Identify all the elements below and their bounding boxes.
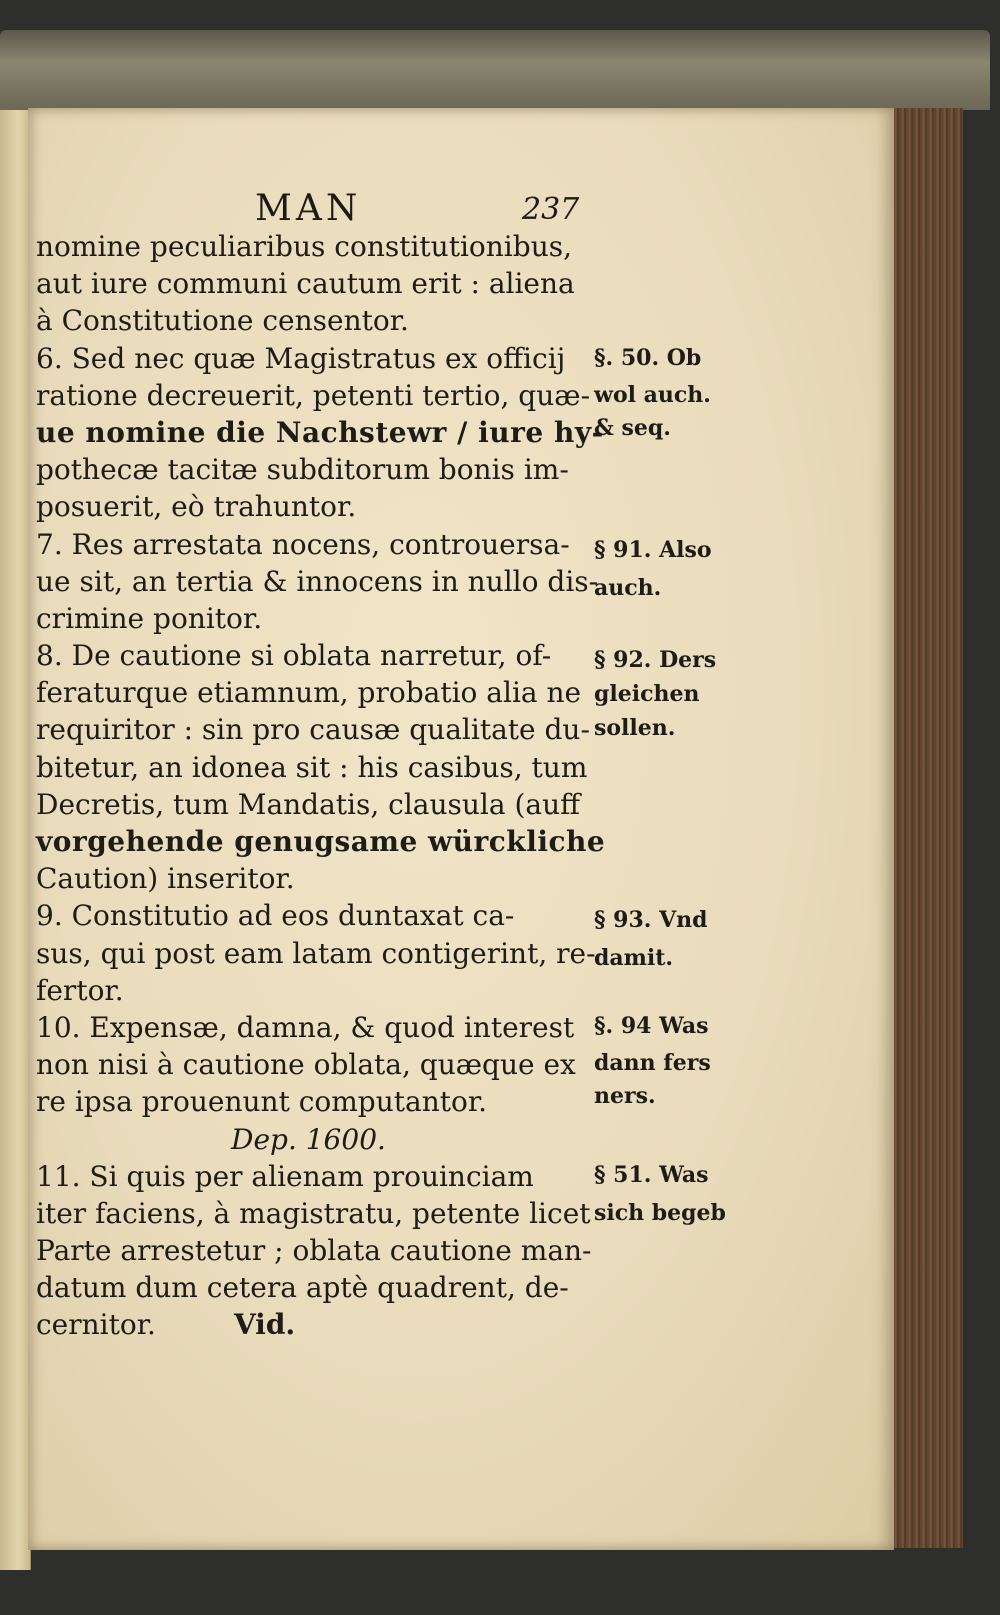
final-text: cernitor. [36,1308,156,1342]
text-line: nomine peculiaribus constitutionibus, [36,230,572,263]
margin-note: gleichen [594,681,700,707]
text-line: datum dum cetera aptè quadrent, de- [36,1271,569,1305]
text-line: 11. Si quis per alienam prouinciam [36,1159,534,1193]
text-line: iter faciens, à magistratu, petente licet [36,1196,591,1230]
running-head: MAN [255,188,362,229]
text-line: ratione decreuerit, petenti tertio, quæ- [36,378,591,412]
text-line: non nisi à cautione oblata, quæque ex [36,1048,576,1082]
book-spine-top [0,30,990,110]
text-line: Parte arrestetur ; oblata cautione man- [36,1234,592,1268]
margin-note: damit. [594,945,674,971]
text-line: re ipsa prouenunt computantor. [36,1085,488,1119]
text-line: feraturque etiamnum, probatio alia ne [36,676,582,710]
margin-note: ners. [594,1083,656,1109]
text-line: bitetur, an idonea sit : his casibus, tum [36,750,588,784]
margin-note: sich begeb [594,1200,726,1226]
margin-note: § 92. Ders [594,647,717,673]
text-line: aut iure communi cautum erit : aliena [36,267,575,301]
text-line: 7. Res arrestata nocens, controuersa- [36,527,570,561]
text-line: ue sit, an tertia & innocens in nullo dis- [36,564,599,598]
text-line: vorgehende genugsame würckliche [36,825,606,858]
text-line: pothecæ tacitæ subditorum bonis im- [36,453,569,487]
text-line: Decretis, tum Mandatis, clausula (auff [36,787,581,821]
margin-note: sollen. [594,715,676,741]
margin-note: §. 94 Was [594,1013,709,1039]
margin-note: & seq. [594,415,671,441]
margin-note: auch. [594,575,662,601]
text-line: Caution) inseritor. [36,862,295,896]
facing-page-edge [0,110,31,1570]
text-line: fertor. [36,973,124,1007]
catchword: Vid. [233,1308,296,1342]
main-text-block [36,228,606,1344]
margin-note: § 51. Was [594,1162,709,1188]
text-line: posuerit, eò trahuntor. [36,490,357,524]
text-line: requiritor : sin pro causæ qualitate du- [36,713,590,747]
date-line: Dep. 1600. [231,1122,386,1156]
margin-note: § 93. Vnd [594,907,708,933]
text-line: crimine ponitor. [36,601,263,635]
text-line: 8. De cautione si oblata narretur, of- [36,639,552,673]
text-line [36,1306,601,1343]
margin-note: dann fers [594,1050,711,1076]
margin-note: wol auch. [594,382,711,408]
text-line: sus, qui post eam latam contigerint, re- [36,936,596,970]
page-number: 237 [522,192,580,227]
text-line: 9. Constitutio ad eos duntaxat ca- [36,899,515,933]
text-line: 6. Sed nec quæ Magistratus ex officij [36,341,566,375]
text-line: 10. Expensæ, damna, & quod interest [36,1010,575,1044]
page-block-edge [890,108,963,1548]
margin-note: §. 50. Ob [594,345,702,371]
margin-note: § 91. Also [594,537,712,563]
text-line: à Constitutione censentor. [36,304,409,338]
text-line: ue nomine die Nachstewr / iure hy- [36,415,604,449]
